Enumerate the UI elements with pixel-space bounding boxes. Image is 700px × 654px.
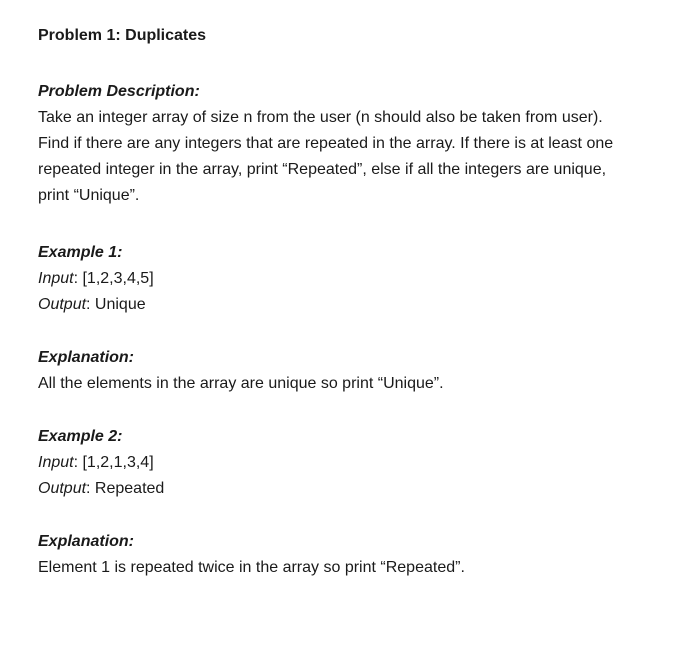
example-2-output	[38, 476, 678, 502]
output-label: Output	[38, 296, 87, 313]
example-2-explanation-text: Element 1 is repeated twice in the array so print “Repeated”.	[38, 559, 465, 576]
input-value: : [1,2,3,4,5]	[73, 270, 154, 287]
spacer	[38, 318, 678, 345]
input-label: Input	[38, 454, 74, 471]
description-line: print “Unique”.	[38, 187, 140, 204]
output-value: : Unique	[86, 296, 146, 313]
description-heading: Problem Description:	[38, 83, 200, 100]
output-label: Output	[38, 480, 87, 497]
document	[38, 24, 678, 581]
example-1-input	[38, 266, 678, 292]
example-1-heading: Example 1:	[38, 244, 123, 261]
spacer	[38, 48, 678, 79]
input-label: Input	[38, 270, 74, 287]
example-2-heading: Example 2:	[38, 428, 123, 445]
spacer	[38, 502, 678, 529]
example-1-explanation-text: All the elements in the array are unique so print “Unique”.	[38, 375, 444, 392]
spacer	[38, 397, 678, 424]
example-1-explanation-heading: Explanation:	[38, 349, 135, 366]
input-value: : [1,2,1,3,4]	[73, 454, 154, 471]
description-line: Take an integer array of size n from the user (n should also be taken from user).	[38, 109, 603, 126]
example-1-output	[38, 292, 678, 318]
description-paragraph	[38, 105, 678, 209]
spacer	[38, 209, 678, 240]
description-line: repeated integer in the array, print “Repeated”, else if all the integers are unique,	[38, 161, 607, 178]
output-value: : Repeated	[86, 480, 165, 497]
problem-title: Problem 1: Duplicates	[38, 27, 207, 44]
example-2-input	[38, 450, 678, 476]
description-line: Find if there are any integers that are repeated in the array. If there is at least one	[38, 135, 614, 152]
example-2-explanation-heading: Explanation:	[38, 533, 135, 550]
